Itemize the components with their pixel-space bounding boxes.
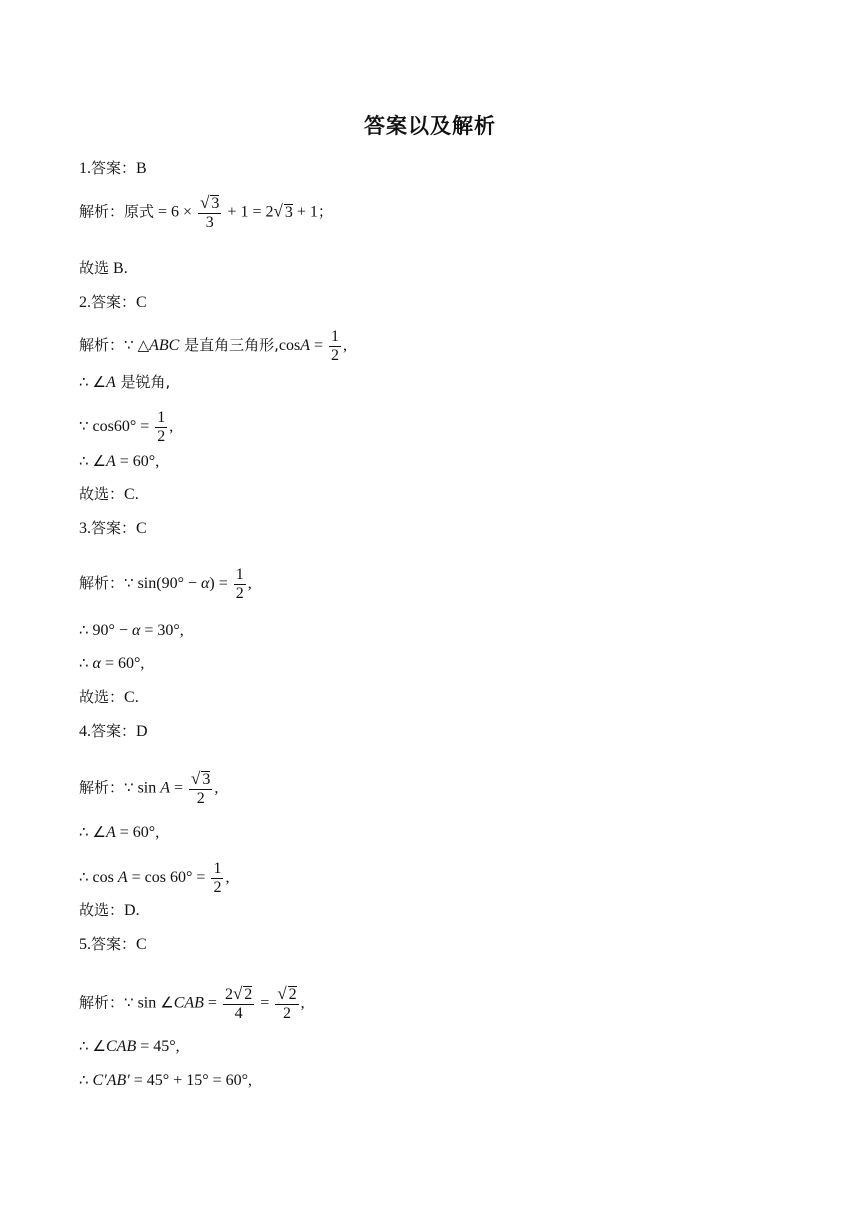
q3-fraction (234, 566, 246, 603)
because-symbol: ∵ (124, 993, 134, 1012)
q3-number: 3. (79, 520, 91, 537)
q5-number: 5. (79, 936, 91, 953)
q4-line2 (79, 822, 159, 843)
q1-choose-line (79, 258, 128, 279)
q2-line4-var: A (106, 453, 116, 470)
choose-label: 故选： (79, 901, 125, 919)
q5-expr-a: sin (133, 994, 161, 1012)
angle-symbol: ∠ (92, 823, 106, 841)
therefore-symbol: ∴ (79, 621, 89, 639)
analysis-label: 解析： (79, 778, 125, 797)
answer-label: 答案： (91, 722, 137, 740)
analysis-label: 解析： (79, 202, 125, 221)
q3-line2-a: 90° − (88, 622, 132, 639)
q3-expr-a: sin(90° − (133, 575, 201, 593)
q5-fraction-2 (275, 985, 298, 1023)
q5-eq: = (256, 994, 274, 1012)
angle-symbol: ∠ (160, 993, 174, 1012)
q4-var: A (160, 779, 171, 797)
page-title: 答案以及解析 (364, 114, 496, 138)
q1-frac-radicand: 3 (211, 195, 220, 212)
answer-label: 答案： (91, 159, 137, 177)
q5-line3-var: C′AB′ (92, 1072, 130, 1089)
q3-line3-b: = 60°, (100, 655, 145, 672)
q5-line3-text: = 45° + 15° = 60°, (129, 1072, 253, 1089)
q2-text-a: 是直角三角形, (179, 336, 279, 355)
therefore-symbol: ∴ (79, 452, 89, 470)
therefore-symbol: ∴ (79, 868, 89, 887)
q3-alpha: α (131, 622, 141, 639)
q4-line3-b: = cos 60° = (127, 869, 210, 887)
q1-frac-den: 3 (205, 214, 214, 231)
q5-line2 (79, 1036, 180, 1057)
therefore-symbol: ∴ (79, 654, 89, 672)
q5-f2-radicand: 2 (288, 986, 297, 1003)
q4-answer-line (79, 721, 148, 742)
q2-line2-var: A (106, 374, 116, 391)
q3-expr-b: ) = (209, 575, 232, 593)
q2-line2-text: 是锐角, (115, 373, 171, 391)
q2-line3-a: cos60° = (88, 418, 154, 436)
q3-line2-b: = 30°, (140, 622, 184, 639)
q2-cos: cos (278, 337, 301, 355)
q4-analysis-line (79, 770, 218, 808)
because-symbol: ∵ (124, 574, 134, 593)
q5-f2-den: 2 (282, 1005, 291, 1022)
q2-comma: , (214, 779, 219, 797)
q2-number: 2. (79, 294, 91, 311)
q2-frac-den: 2 (331, 347, 340, 364)
q4-line3-fraction (211, 860, 223, 897)
q3-line2 (79, 620, 184, 641)
q4-number: 4. (79, 723, 91, 740)
q4-final: D. (124, 902, 140, 919)
q2-comma: , (169, 418, 174, 436)
q5-cab: CAB (173, 994, 204, 1012)
q1-fraction (198, 194, 221, 232)
because-symbol: ∵ (124, 778, 134, 797)
q4-fraction (189, 770, 212, 808)
q1-expr-a: = 6 × (154, 203, 197, 221)
q1-final: B. (109, 260, 128, 277)
angle-symbol: ∠ (92, 452, 106, 470)
q4-frac-radicand: 3 (202, 771, 211, 788)
q1-answer: B (136, 160, 147, 177)
therefore-symbol: ∴ (79, 823, 89, 841)
q1-semicolon: ； (317, 202, 333, 221)
q5-eq: = (203, 994, 221, 1012)
analysis-label: 解析： (79, 336, 125, 355)
q3-alpha: α (92, 655, 101, 672)
q4-line3-num: 1 (213, 860, 222, 877)
because-symbol: ∵ (124, 336, 134, 355)
choose-label: 故选： (79, 688, 125, 706)
q2-answer: C (136, 294, 147, 311)
q2-line3 (79, 409, 173, 446)
q4-answer: D (136, 723, 148, 740)
q2-line4 (79, 451, 159, 472)
q2-line4-text: = 60°, (115, 453, 160, 470)
q2-analysis-line (79, 328, 347, 365)
q4-line3-var: A (117, 869, 128, 887)
answer-label: 答案： (91, 935, 137, 953)
answer-label: 答案： (91, 293, 137, 311)
q4-line3-a: cos (88, 869, 118, 887)
q3-answer: C (136, 520, 147, 537)
choose-label: 故选： (79, 485, 125, 503)
answer-label: 答案： (91, 519, 137, 537)
angle-symbol: ∠ (92, 1037, 106, 1055)
q1-yuanshi: 原式 (124, 202, 155, 221)
sqrt-symbol: √ (273, 201, 283, 221)
sqrt-symbol: √ (277, 984, 287, 1003)
q5-line3 (79, 1070, 252, 1091)
q5-answer: C (136, 936, 147, 953)
q3-answer-line (79, 518, 147, 539)
q3-alpha: α (200, 575, 210, 593)
q3-choose-line (79, 687, 139, 708)
q2-tri: ABC (149, 337, 180, 355)
q3-final: C. (124, 689, 139, 706)
q4-eq: = (170, 779, 188, 797)
q2-comma: , (247, 575, 252, 593)
q3-analysis-line (79, 566, 252, 603)
choose-label: 故选 (79, 259, 110, 277)
q2-line3-den: 2 (157, 428, 166, 445)
q4-expr-a: sin (133, 779, 161, 797)
therefore-symbol: ∴ (79, 1071, 89, 1089)
analysis-label: 解析： (79, 993, 125, 1012)
therefore-symbol: ∴ (79, 373, 89, 391)
q5-fraction-1 (223, 985, 254, 1023)
q3-line3 (79, 653, 144, 674)
sqrt-symbol: √ (200, 193, 210, 212)
therefore-symbol: ∴ (79, 1037, 89, 1055)
q3-frac-num: 1 (235, 566, 244, 583)
q1-analysis-line (79, 194, 333, 232)
angle-symbol: ∠ (92, 373, 106, 391)
q2-frac-num: 1 (331, 328, 340, 345)
q4-line3-den: 2 (213, 879, 222, 896)
sqrt-symbol: √ (232, 984, 243, 1003)
q5-f1-radicand: 2 (244, 986, 253, 1003)
q2-line2 (79, 372, 170, 393)
q2-answer-line (79, 292, 147, 313)
q4-frac-den: 2 (196, 790, 205, 807)
q2-comma: , (343, 337, 348, 355)
q4-line2-text: = 60°, (115, 824, 160, 841)
q5-line2-text: = 45°, (136, 1038, 180, 1055)
q1-expr-b: + 1 = 2 (223, 203, 274, 221)
sqrt-symbol: √ (191, 769, 201, 788)
q5-line2-cab: CAB (106, 1038, 137, 1055)
q1-radicand: 3 (284, 203, 293, 221)
q5-f1-den: 4 (234, 1005, 243, 1022)
q1-answer-line (79, 158, 147, 179)
q5-f1-pre: 2 (224, 986, 233, 1003)
analysis-label: 解析： (79, 574, 125, 593)
q2-fraction (329, 328, 341, 365)
triangle-symbol: △ (137, 336, 150, 355)
q1-expr-c: + 1 (292, 203, 318, 221)
q5-answer-line (79, 934, 147, 955)
q4-line3 (79, 860, 229, 897)
q2-comma: , (300, 994, 305, 1012)
q2-var: A (300, 337, 310, 355)
q3-frac-den: 2 (235, 585, 244, 602)
q4-line2-var: A (106, 824, 116, 841)
q2-final: C. (124, 486, 139, 503)
q4-choose-line (79, 900, 140, 921)
q5-analysis-line (79, 985, 305, 1023)
q2-choose-line (79, 484, 139, 505)
q2-eq: = (309, 337, 328, 355)
q2-line3-fraction (155, 409, 167, 446)
because-symbol: ∵ (79, 417, 89, 436)
q2-comma: , (225, 869, 230, 887)
q1-number: 1. (79, 160, 91, 177)
q2-line3-num: 1 (157, 409, 166, 426)
